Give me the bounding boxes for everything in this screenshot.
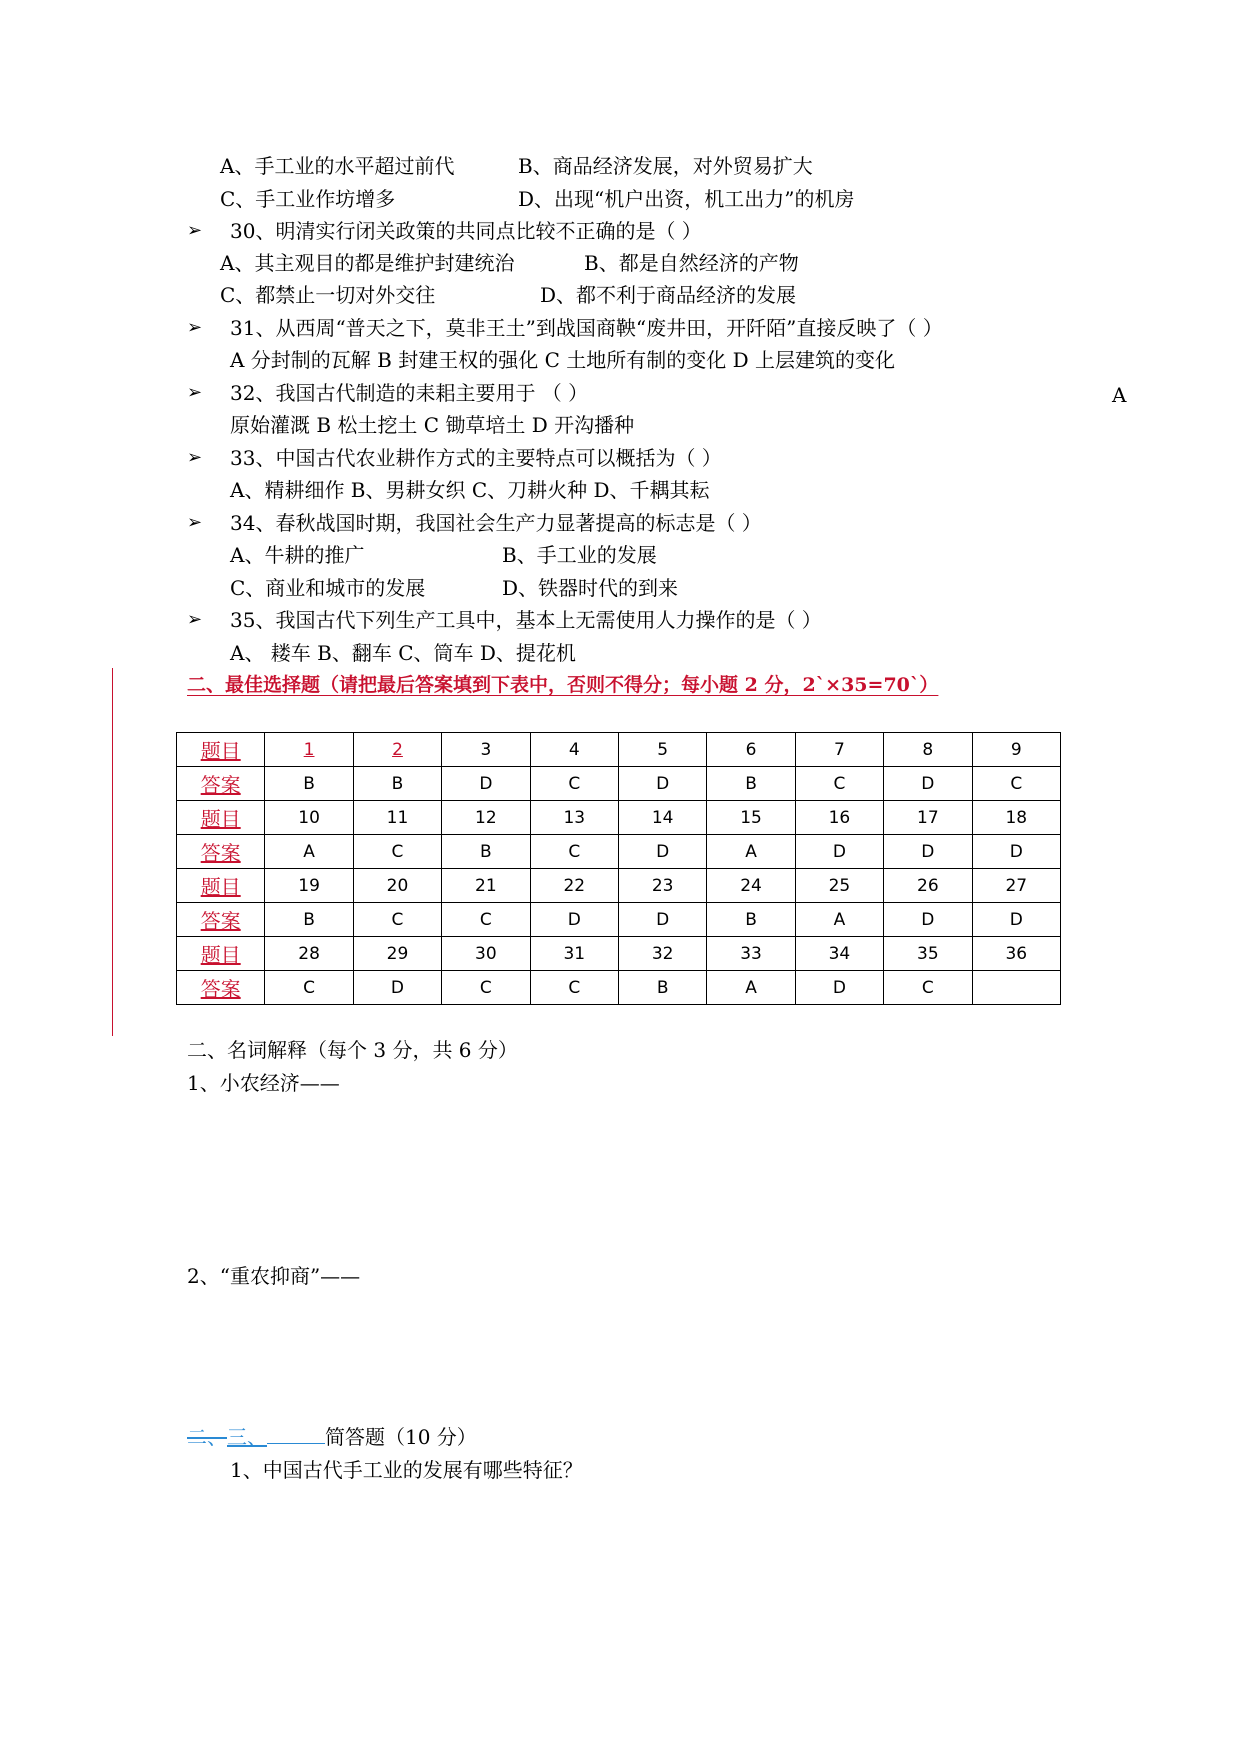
- bullet-icon: ➢: [187, 512, 203, 533]
- question-number-cell: 9: [972, 733, 1060, 767]
- answer-label-cell: 答案: [177, 767, 265, 801]
- bullet-icon: ➢: [187, 220, 203, 241]
- short-answer-heading-line: [187, 1424, 477, 1450]
- question-number-cell: 18: [972, 801, 1060, 835]
- question-number-cell: 36: [972, 937, 1060, 971]
- question-number-cell: 15: [707, 801, 795, 835]
- question-number-cell: 26: [884, 869, 972, 903]
- q31-options: A 分封制的瓦解 B 封建王权的强化 C 土地所有制的变化 D 上层建筑的变化: [230, 348, 895, 372]
- question-number-cell: 13: [530, 801, 618, 835]
- answer-cell: B: [353, 767, 441, 801]
- bullet-icon: ➢: [187, 447, 203, 468]
- q34-option-a: A、牛耕的推广: [230, 543, 365, 567]
- question-number-cell: 6: [707, 733, 795, 767]
- q32-stem: 32、我国古代制造的耒耜主要用于 （ ）: [230, 381, 589, 405]
- q29-option-a: A、手工业的水平超过前代: [220, 154, 455, 178]
- answer-cell: B: [618, 971, 706, 1005]
- question-number-cell: 28: [265, 937, 353, 971]
- inserted-section-number: 三、: [227, 1425, 267, 1449]
- answer-cell: D: [353, 971, 441, 1005]
- question-number-cell: 22: [530, 869, 618, 903]
- question-number-cell: 8: [884, 733, 972, 767]
- question-number-cell: 14: [618, 801, 706, 835]
- answer-cell: D: [618, 903, 706, 937]
- answer-cell: C: [530, 971, 618, 1005]
- answer-cell: A: [795, 903, 883, 937]
- question-number-cell: 34: [795, 937, 883, 971]
- question-number-cell: 27: [972, 869, 1060, 903]
- q30-option-b: B、都是自然经济的产物: [584, 251, 799, 275]
- q34-option-c: C、商业和城市的发展: [230, 576, 426, 600]
- q29-option-d: D、出现“机户出资，机工出力”的机房: [518, 187, 855, 211]
- answer-cell: D: [884, 835, 972, 869]
- answer-cell: D: [442, 767, 530, 801]
- q30-option-c: C、都禁止一切对外交往: [220, 283, 436, 307]
- answer-label-cell: 答案: [177, 835, 265, 869]
- question-number-cell: 16: [795, 801, 883, 835]
- q33-options: A、精耕细作 B、男耕女织 C、刀耕火种 D、千耦其耘: [230, 478, 710, 502]
- answer-cell: D: [972, 835, 1060, 869]
- q35-options: A、 耧车 B、翻车 C、筒车 D、提花机: [230, 641, 576, 665]
- question-number-row: [177, 733, 1061, 767]
- question-number-cell: 10: [265, 801, 353, 835]
- answer-row: [177, 835, 1061, 869]
- answer-label-cell: 答案: [177, 903, 265, 937]
- question-number-row: [177, 801, 1061, 835]
- q32-options: 原始灌溉 B 松土挖土 C 锄草培土 D 开沟播种: [230, 413, 635, 437]
- question-number-cell: 25: [795, 869, 883, 903]
- question-number-row: [177, 869, 1061, 903]
- answer-cell: C: [884, 971, 972, 1005]
- question-number-cell: 12: [442, 801, 530, 835]
- answer-cell: D: [530, 903, 618, 937]
- inserted-blank-underline: [267, 1425, 325, 1444]
- answer-cell: D: [618, 767, 706, 801]
- question-number-cell: 11: [353, 801, 441, 835]
- answer-cell: B: [265, 903, 353, 937]
- bullet-icon: ➢: [187, 609, 203, 630]
- question-number-cell: 17: [884, 801, 972, 835]
- question-label-cell: 题目: [177, 869, 265, 903]
- answer-table: [176, 732, 1061, 1005]
- question-number-cell: 23: [618, 869, 706, 903]
- answer-row: [177, 903, 1061, 937]
- revision-change-bar: [112, 668, 113, 1036]
- question-number-cell: 1: [265, 733, 353, 767]
- answer-cell: A: [265, 835, 353, 869]
- q30-option-a: A、其主观目的都是维护封建统治: [220, 251, 515, 275]
- question-number-cell: 7: [795, 733, 883, 767]
- answer-cell: D: [972, 903, 1060, 937]
- q34-option-d: D、铁器时代的到来: [502, 576, 679, 600]
- answer-cell: B: [707, 767, 795, 801]
- question-number-cell: 33: [707, 937, 795, 971]
- answer-row: [177, 767, 1061, 801]
- answer-cell: A: [707, 835, 795, 869]
- answer-row: [177, 971, 1061, 1005]
- short-answer-q1: 1、中国古代手工业的发展有哪些特征？: [230, 1458, 583, 1482]
- bullet-icon: ➢: [187, 317, 203, 338]
- answer-cell: C: [353, 835, 441, 869]
- terms-heading: 二、名词解释（每个 3 分，共 6 分）: [187, 1038, 518, 1062]
- q34-stem: 34、春秋战国时期，我国社会生产力显著提高的标志是（ ）: [230, 511, 762, 535]
- answer-label-cell: 答案: [177, 971, 265, 1005]
- question-number-cell: 32: [618, 937, 706, 971]
- question-number-cell: 5: [618, 733, 706, 767]
- answer-cell: D: [884, 767, 972, 801]
- question-label-cell: 题目: [177, 801, 265, 835]
- answer-cell: D: [795, 835, 883, 869]
- term-item-1: 1、小农经济——: [187, 1071, 340, 1095]
- question-number-cell: 2: [353, 733, 441, 767]
- deleted-section-number: 二、: [187, 1425, 227, 1449]
- question-number-cell: 24: [707, 869, 795, 903]
- answer-cell: B: [442, 835, 530, 869]
- answer-cell: B: [265, 767, 353, 801]
- question-number-cell: 4: [530, 733, 618, 767]
- q34-option-b: B、手工业的发展: [502, 543, 657, 567]
- answer-cell: D: [795, 971, 883, 1005]
- question-number-row: [177, 937, 1061, 971]
- question-number-cell: 19: [265, 869, 353, 903]
- term-item-2: 2、“重农抑商”——: [187, 1264, 361, 1288]
- answer-cell: C: [265, 971, 353, 1005]
- question-label-cell: 题目: [177, 733, 265, 767]
- answer-cell: C: [442, 971, 530, 1005]
- question-number-cell: 21: [442, 869, 530, 903]
- answer-cell: C: [530, 835, 618, 869]
- question-number-cell: 30: [442, 937, 530, 971]
- answer-cell: C: [795, 767, 883, 801]
- q35-stem: 35、我国古代下列生产工具中，基本上无需使用人力操作的是（ ）: [230, 608, 822, 632]
- q30-stem: 30、明清实行闭关政策的共同点比较不正确的是（ ）: [230, 219, 702, 243]
- question-number-cell: 31: [530, 937, 618, 971]
- answer-cell: C: [442, 903, 530, 937]
- bullet-icon: ➢: [187, 382, 203, 403]
- answer-cell: C: [530, 767, 618, 801]
- q32-option-a-letter: A: [1112, 383, 1127, 407]
- answer-cell: B: [707, 903, 795, 937]
- answer-cell: D: [618, 835, 706, 869]
- q30-option-d: D、都不利于商品经济的发展: [540, 283, 797, 307]
- answer-cell: D: [884, 903, 972, 937]
- short-answer-heading: 简答题（10 分）: [325, 1425, 477, 1449]
- answer-cell: A: [707, 971, 795, 1005]
- question-number-cell: 29: [353, 937, 441, 971]
- q31-stem: 31、从西周“普天之下，莫非王土”到战国商鞅“废井田，开阡陌”直接反映了（ ）: [230, 316, 943, 340]
- q33-stem: 33、中国古代农业耕作方式的主要特点可以概括为（ ）: [230, 446, 722, 470]
- answer-cell: C: [353, 903, 441, 937]
- q29-option-b: B、商品经济发展，对外贸易扩大: [518, 154, 813, 178]
- question-number-cell: 20: [353, 869, 441, 903]
- answer-cell: [972, 971, 1060, 1005]
- q29-option-c: C、手工业作坊增多: [220, 187, 396, 211]
- question-number-cell: 3: [442, 733, 530, 767]
- question-label-cell: 题目: [177, 937, 265, 971]
- question-number-cell: 35: [884, 937, 972, 971]
- section2-title: 二、最佳选择题（请把最后答案填到下表中，否则不得分；每小题 2 分，2`×35=70`）: [187, 674, 939, 696]
- answer-cell: C: [972, 767, 1060, 801]
